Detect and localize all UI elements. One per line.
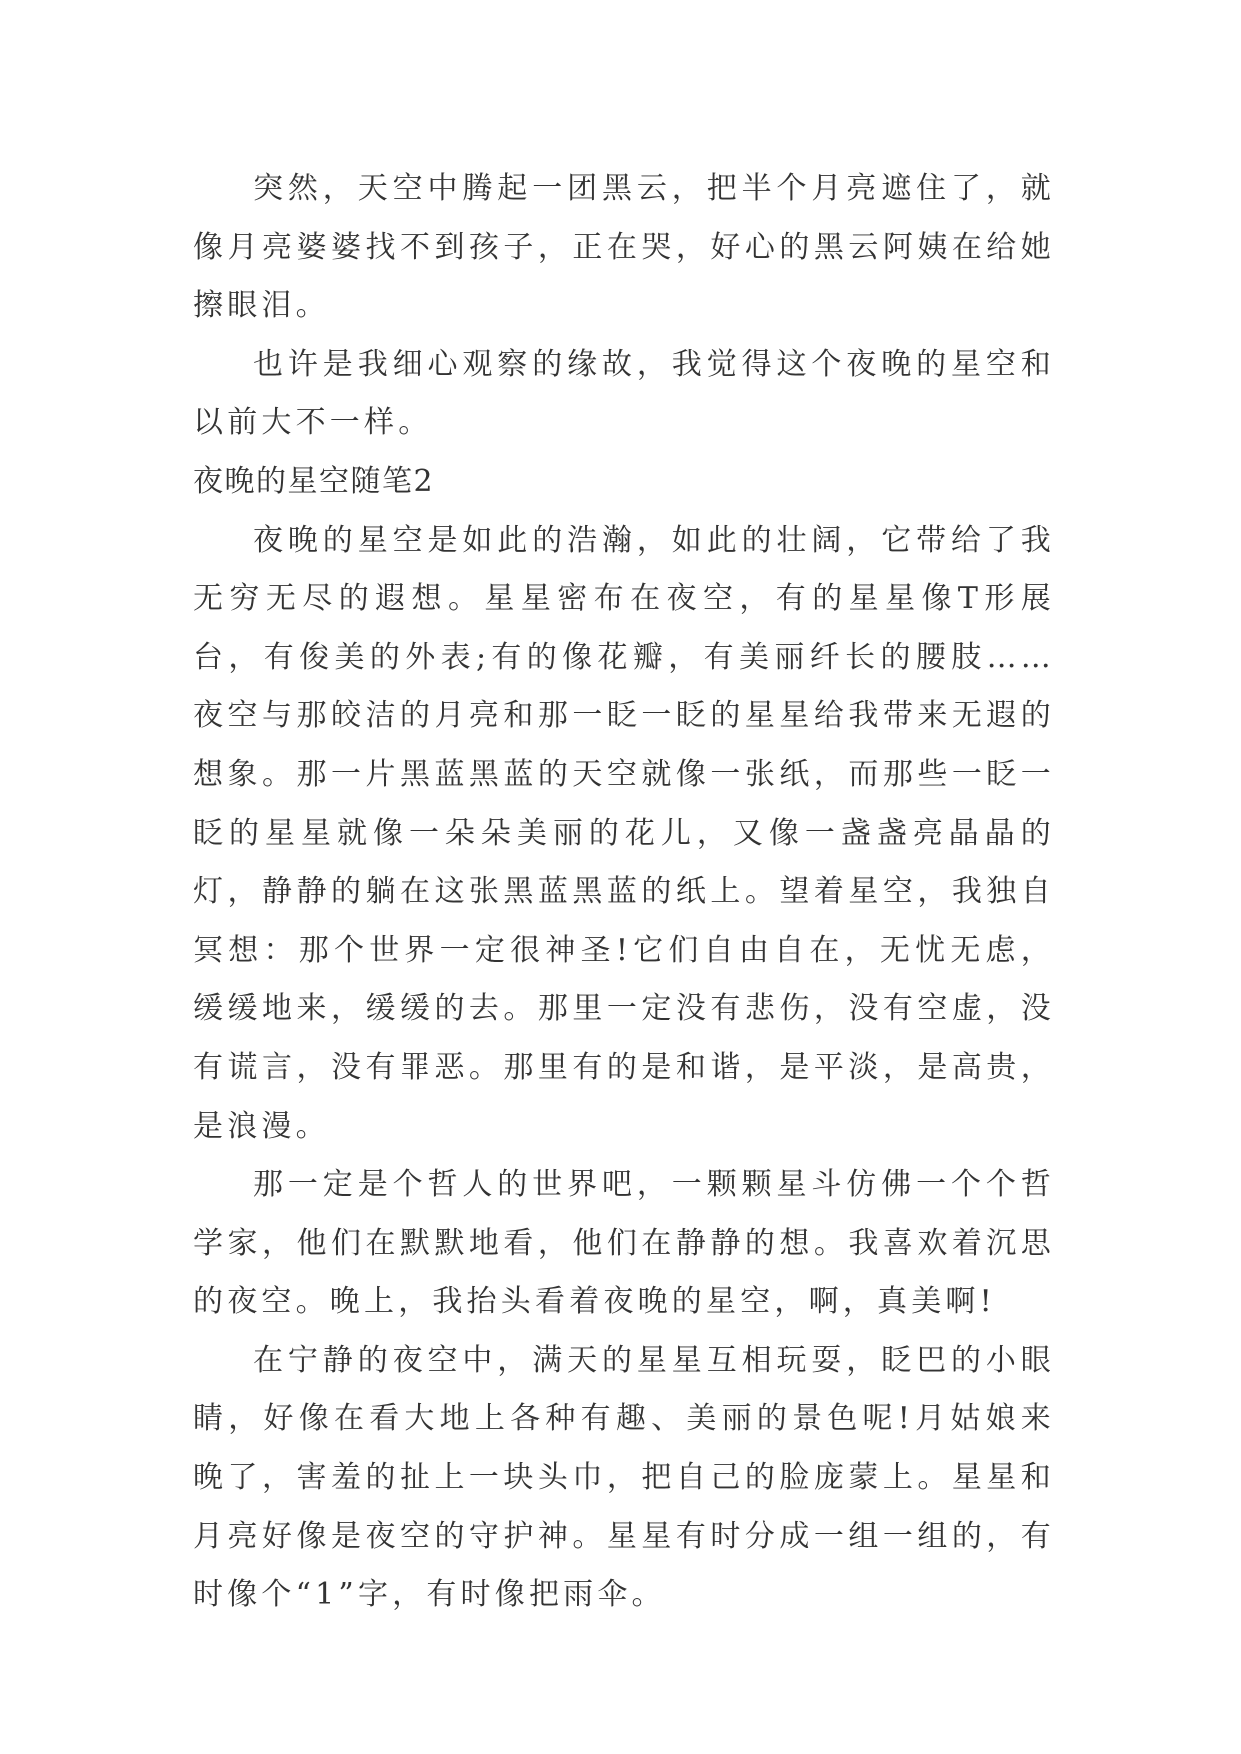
- paragraph: 那一定是个哲人的世界吧，一颗颗星斗仿佛一个个哲学家，他们在默默地看，他们在静静的想。我喜欢着沉思的夜空。晚上，我抬头看着夜晚的星空，啊，真美啊!: [193, 1167, 1055, 1320]
- paragraph: 也许是我细心观察的缘故，我觉得这个夜晚的星空和以前大不一样。: [193, 346, 1055, 441]
- section-title: 夜晚的星空随笔2: [193, 463, 435, 499]
- paragraph: 突然，天空中腾起一团黑云，把半个月亮遮住了，就像月亮婆婆找不到孩子，正在哭，好心的黑云阿姨在给她擦眼泪。: [193, 171, 1055, 324]
- paragraph: 在宁静的夜空中，满天的星星互相玩耍，眨巴的小眼睛，好像在看大地上各种有趣、美丽的景色呢!月姑娘来晚了，害羞的扯上一块头巾，把自己的脸庞蒙上。星星和月亮好像是夜空的守护神。星星有时分成一组一组的，有时像个“1”字，有时像把雨伞。: [193, 1342, 1055, 1613]
- paragraph: 夜晚的星空是如此的浩瀚，如此的壮阔，它带给了我无穷无尽的遐想。星星密布在夜空，有的星星像T形展台，有俊美的外表;有的像花瓣，有美丽纤长的腰肢……夜空与那皎洁的月亮和那一眨一眨的星星给我带来无遐的想象。那一片黑蓝黑蓝的天空就像一张纸，而那些一眨一眨的星星就像一朵朵美丽的花儿，又像一盏盏亮晶晶的灯，静静的躺在这张黑蓝黑蓝的纸上。望着星空，我独自冥想：那个世界一定很神圣!它们自由自在，无忧无虑，缓缓地来，缓缓的去。那里一定没有悲伤，没有空虚，没有谎言，没有罪恶。那里有的是和谐，是平淡，是高贵，是浪漫。: [193, 522, 1055, 1144]
- document-page: [193, 160, 1055, 1625]
